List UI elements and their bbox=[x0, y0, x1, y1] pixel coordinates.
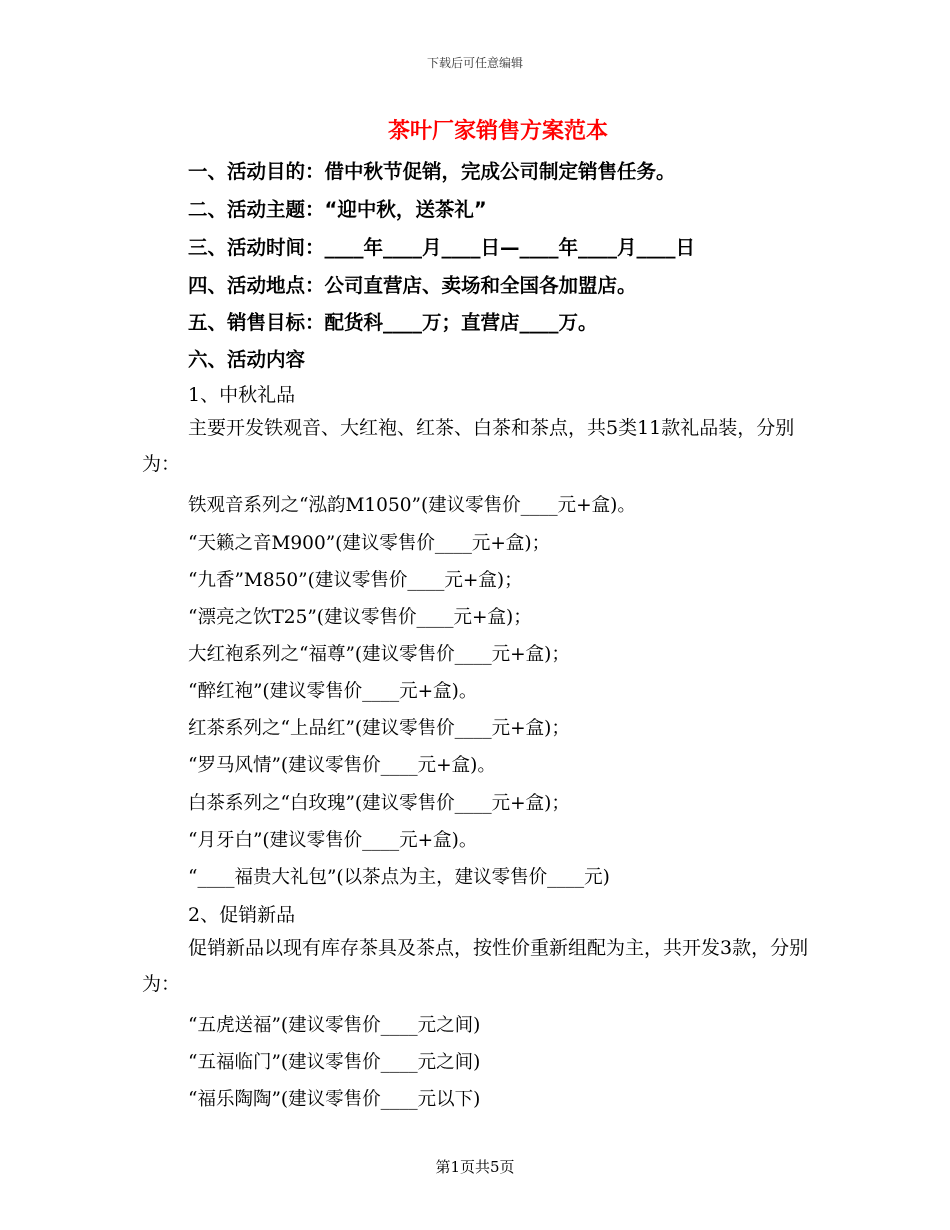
gift-item: 铁观音系列之“泓韵M1050”(建议零售价____元+盒)。 bbox=[188, 495, 636, 516]
section-activity-purpose: 一、活动目的：借中秋节促销，完成公司制定销售任务。 bbox=[188, 160, 676, 183]
new-product-item: “五福临门”(建议零售价____元之间) bbox=[188, 1052, 481, 1073]
gift-item: “天籁之音M900”(建议零售价____元+盒)； bbox=[188, 533, 551, 554]
document-title: 茶叶厂家销售方案范本 bbox=[387, 119, 608, 144]
new-product-item: “五虎送福”(建议零售价____元之间) bbox=[188, 1015, 481, 1036]
gift-item: “漂亮之饮T25”(建议零售价____元+盒)； bbox=[188, 607, 532, 628]
gift-item: “九香”M850”(建议零售价____元+盒)； bbox=[188, 570, 523, 591]
section-activity-time: 三、活动时间：____年____月____日—____年____月____日 bbox=[188, 236, 696, 259]
gift-item: “月牙白”(建议零售价____元+盒)。 bbox=[188, 830, 478, 851]
section-sales-target: 五、销售目标：配货科____万；直营店____万。 bbox=[188, 311, 598, 334]
section-activity-content: 六、活动内容 bbox=[188, 348, 306, 371]
paragraph-new-products-intro: 促销新品以现有库存茶具及茶点，按性价重新组配为主，共开发3款，分别为： bbox=[142, 937, 809, 995]
new-product-item: “福乐陶陶”(建议零售价____元以下) bbox=[188, 1089, 481, 1110]
page-header-note: 下载后可任意编辑 bbox=[426, 56, 523, 70]
subheading-gifts: 1、中秋礼品 bbox=[188, 384, 296, 406]
gift-item: 大红袍系列之“福尊”(建议零售价____元+盒)； bbox=[188, 644, 570, 665]
gift-item: “醉红袍”(建议零售价____元+盒)。 bbox=[188, 681, 478, 702]
section-activity-theme: 二、活动主题：“迎中秋，送茶礼” bbox=[188, 198, 487, 221]
gift-item: “罗马风情”(建议零售价____元+盒)。 bbox=[188, 755, 496, 776]
subheading-new-products: 2、促销新品 bbox=[188, 904, 296, 926]
gift-item: “____福贵大礼包”(以茶点为主，建议零售价____元) bbox=[188, 867, 610, 888]
gift-item: 白茶系列之“白玫瑰”(建议零售价____元+盒)； bbox=[188, 793, 570, 814]
page-number: 第1页共5页 bbox=[435, 1158, 515, 1176]
gift-item: 红茶系列之“上品红”(建议零售价____元+盒)； bbox=[188, 718, 570, 739]
paragraph-gifts-intro: 主要开发铁观音、大红袍、红茶、白茶和茶点，共5类11款礼品装，分别为： bbox=[142, 417, 795, 475]
section-activity-location: 四、活动地点：公司直营店、卖场和全国各加盟店。 bbox=[188, 274, 637, 297]
